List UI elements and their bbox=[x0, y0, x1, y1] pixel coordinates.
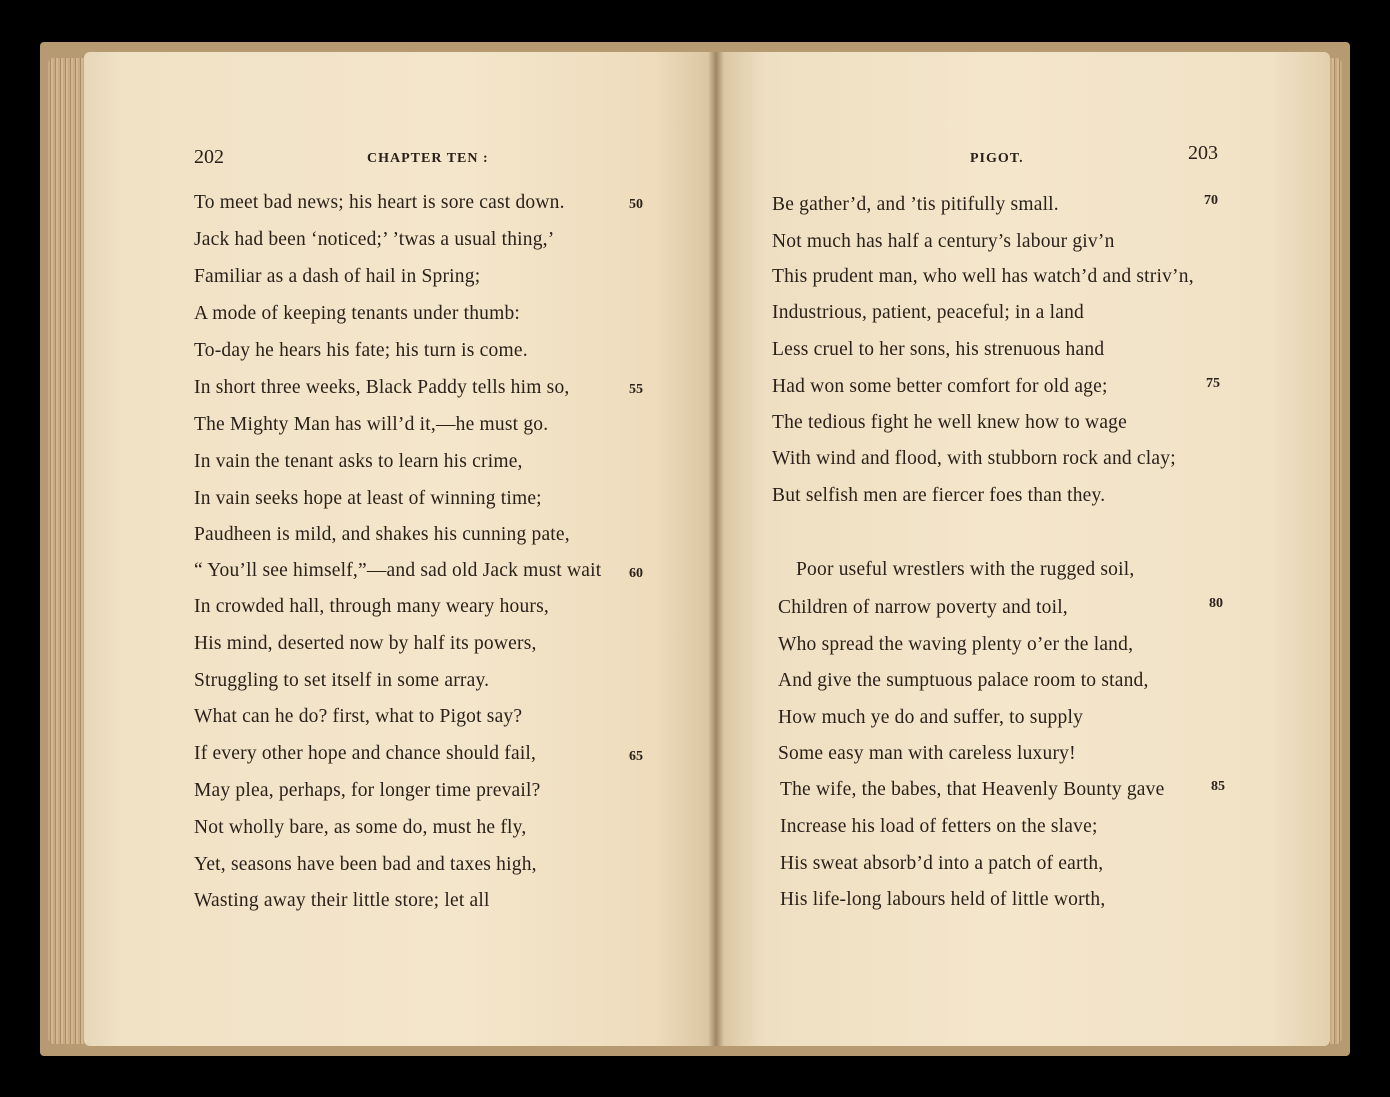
verse-line: Poor useful wrestlers with the rugged soil, bbox=[796, 559, 1135, 580]
verse-line: To-day he hears his fate; his turn is come. bbox=[194, 340, 528, 361]
verse-line: Not much has half a century’s labour giv’n bbox=[772, 231, 1115, 252]
verse-line: His sweat absorb’d into a patch of earth, bbox=[780, 853, 1104, 874]
verse-line: A mode of keeping tenants under thumb: bbox=[194, 303, 521, 324]
page-number-right: 203 bbox=[1188, 142, 1218, 164]
verse-line: His life-long labours held of little worth, bbox=[780, 889, 1106, 910]
verse-line: His mind, deserted now by half its powers, bbox=[194, 633, 537, 654]
verse-line: To meet bad news; his heart is sore cast down. bbox=[194, 192, 565, 213]
verse-line: With wind and flood, with stubborn rock and clay; bbox=[772, 448, 1176, 469]
book-gutter bbox=[708, 52, 724, 1046]
verse-line: What can he do? first, what to Pigot say? bbox=[194, 706, 523, 727]
verse-line: Increase his load of fetters on the slave; bbox=[780, 816, 1098, 837]
right-page bbox=[716, 52, 1330, 1046]
verse-line: In vain seeks hope at least of winning time; bbox=[194, 488, 542, 509]
verse-line: May plea, perhaps, for longer time prevail? bbox=[194, 780, 541, 801]
verse-line: Some easy man with careless luxury! bbox=[778, 743, 1076, 764]
verse-line: In vain the tenant asks to learn his crime, bbox=[194, 451, 523, 472]
verse-line: Paudheen is mild, and shakes his cunning pate, bbox=[194, 524, 570, 545]
running-head-left: CHAPTER TEN : bbox=[367, 151, 489, 166]
page-number-left: 202 bbox=[194, 146, 224, 168]
verse-line: Less cruel to her sons, his strenuous hand bbox=[772, 339, 1105, 360]
verse-line: The Mighty Man has will’d it,—he must go. bbox=[194, 414, 549, 435]
line-number: 55 bbox=[629, 382, 643, 397]
verse-line: And give the sumptuous palace room to stand, bbox=[778, 670, 1149, 691]
open-book bbox=[40, 42, 1350, 1056]
verse-line: Had won some better comfort for old age; bbox=[772, 376, 1108, 397]
verse-line: Familiar as a dash of hail in Spring; bbox=[194, 266, 481, 287]
line-number: 70 bbox=[1204, 193, 1218, 208]
verse-line: Who spread the waving plenty o’er the land, bbox=[778, 634, 1134, 655]
verse-line: Wasting away their little store; let all bbox=[194, 890, 490, 911]
verse-line: Yet, seasons have been bad and taxes high, bbox=[194, 854, 537, 875]
verse-line: Not wholly bare, as some do, must he fly, bbox=[194, 817, 527, 838]
verse-line: Be gather’d, and ’tis pitifully small. bbox=[772, 194, 1059, 215]
running-head-right: PIGOT. bbox=[970, 151, 1024, 166]
verse-line: But selfish men are fiercer foes than they. bbox=[772, 485, 1106, 506]
verse-line: Industrious, patient, peaceful; in a land bbox=[772, 302, 1084, 323]
line-number: 75 bbox=[1206, 376, 1220, 391]
left-page bbox=[84, 52, 716, 1046]
verse-line: In short three weeks, Black Paddy tells him so, bbox=[194, 377, 570, 398]
verse-line: Struggling to set itself in some array. bbox=[194, 670, 490, 691]
page-edges-left bbox=[48, 58, 84, 1044]
verse-line: The tedious fight he well knew how to wage bbox=[772, 412, 1127, 433]
verse-line: Children of narrow poverty and toil, bbox=[778, 597, 1068, 618]
line-number: 65 bbox=[629, 749, 643, 764]
line-number: 50 bbox=[629, 197, 643, 212]
verse-line: In crowded hall, through many weary hours, bbox=[194, 596, 549, 617]
verse-line: “ You’ll see himself,”—and sad old Jack must wait bbox=[194, 560, 602, 581]
line-number: 60 bbox=[629, 566, 643, 581]
line-number: 85 bbox=[1211, 779, 1225, 794]
verse-line: This prudent man, who well has watch’d and striv’n, bbox=[772, 266, 1194, 287]
line-number: 80 bbox=[1209, 596, 1223, 611]
verse-line: Jack had been ‘noticed;’ ’twas a usual thing,’ bbox=[194, 229, 555, 250]
verse-line: How much ye do and suffer, to supply bbox=[778, 707, 1084, 728]
verse-line: If every other hope and chance should fail, bbox=[194, 743, 537, 764]
verse-line: The wife, the babes, that Heavenly Bounty gave bbox=[780, 779, 1165, 800]
